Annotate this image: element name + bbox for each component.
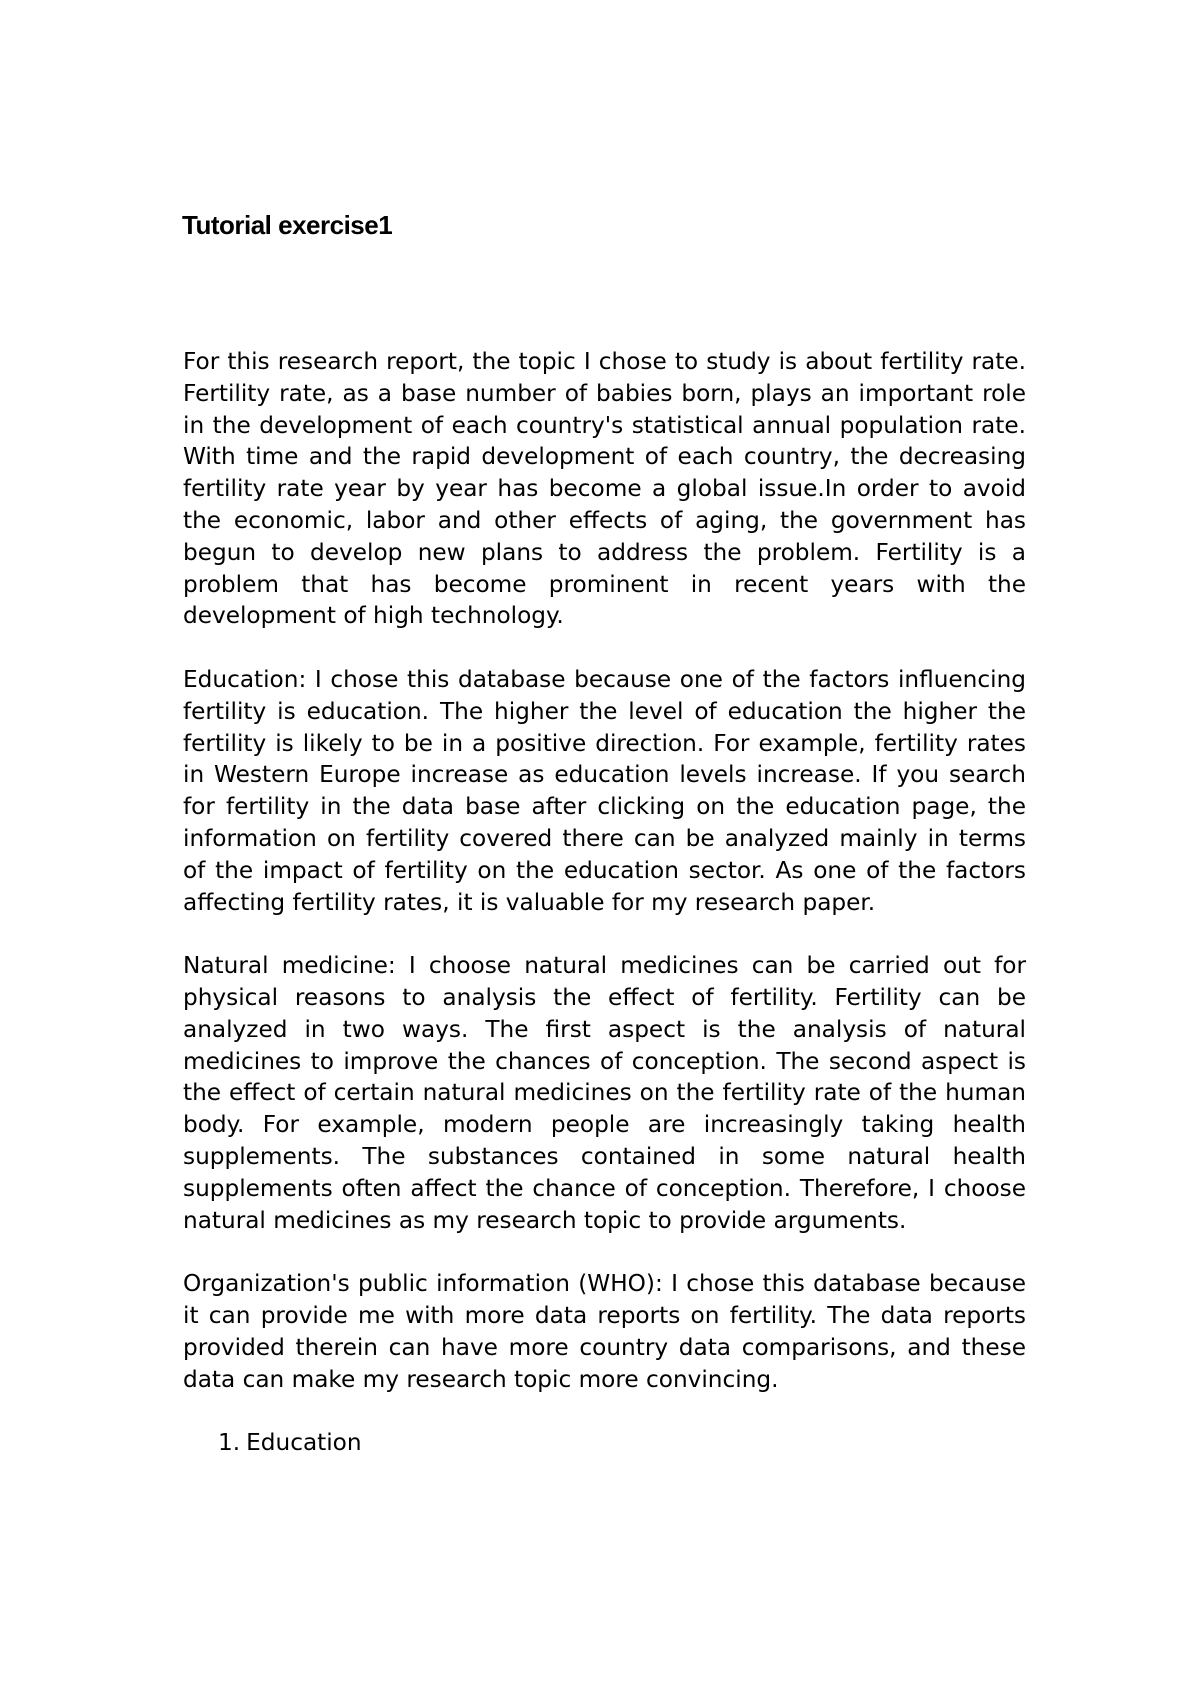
numbered-list xyxy=(183,1427,1026,1459)
paragraph-intro: For this research report, the topic I chose to study is about fertility rate. Fertility rate, as a base number of babies born, plays an important role in the development of each country's statistical annual population rate. With time and the rapid development of each country, the decreasing fertility rate year by year has become a global issue.In order to avoid the economic, labor and other effects of aging, the government has begun to develop new plans to address the problem. Fertility is a problem that has become prominent in recent years with the development of high technology. xyxy=(183,348,1026,630)
list-item-text: Education xyxy=(246,1429,362,1457)
list-item-number: 1. xyxy=(218,1429,241,1457)
paragraph-natural-medicine: Natural medicine: I choose natural medicines can be carried out for physical reasons to analysis the effect of fertility. Fertility can be analyzed in two ways. The first aspect is the analysis of natural medicines to improve the chances of conception. The second aspect is the effect of certain natural medicines on the fertility rate of the human body. For example, modern people are increasingly taking health supplements. The substances contained in some natural health supplements often affect the chance of conception. Therefore, I choose natural medicines as my research topic to provide arguments. xyxy=(183,952,1026,1234)
paragraph-education: Education: I chose this database because one of the factors influencing fertility is education. The higher the level of education the higher the fertility is likely to be in a positive direction. For example, fertility rates in Western Europe increase as education levels increase. If you search for fertility in the data base after clicking on the education page, the information on fertility covered there can be analyzed mainly in terms of the impact of fertility on the education sector. As one of the factors affecting fertility rates, it is valuable for my research paper. xyxy=(183,665,1026,916)
paragraph-who: Organization's public information (WHO): I chose this database because it can provide me with more data reports on fertility. The data reports provided therein can have more country data comparisons, and these data can make my research topic more convincing. xyxy=(183,1270,1026,1393)
document-title: Tutorial exercise1 xyxy=(182,210,393,240)
document-body xyxy=(183,346,1026,1459)
list-item xyxy=(183,1427,1026,1459)
